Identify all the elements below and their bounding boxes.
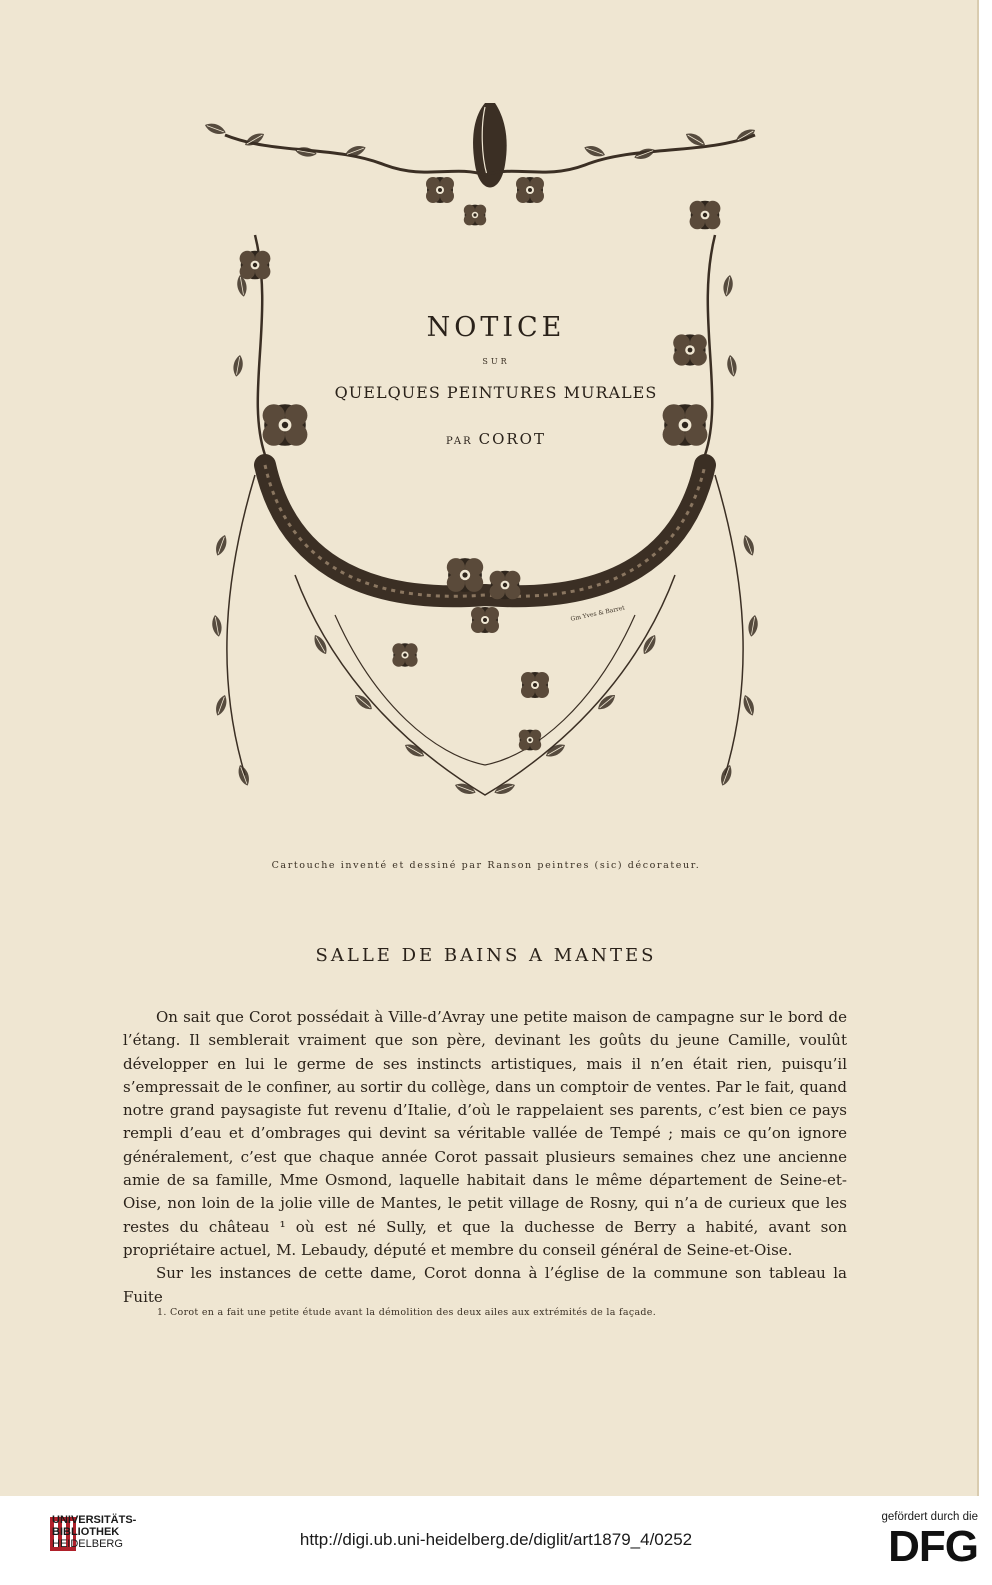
garland-drawing — [185, 95, 795, 845]
author-line — [0, 430, 992, 448]
funding-note: gefördert durch die — [881, 1511, 978, 1523]
footnote: 1. Corot en a fait une petite étude avant la démolition des deux ailes aux extrémités de la façade. — [157, 1307, 657, 1318]
author-prefix: PAR — [446, 436, 473, 447]
dfg-logo: DFG — [888, 1522, 978, 1571]
engraver-signature: Gm Yves & Barret — [570, 604, 626, 623]
body-text — [123, 1006, 847, 1309]
title-conjunction: SUR — [482, 357, 510, 366]
page-title: NOTICE — [426, 312, 566, 343]
floral-cartouche-illustration — [185, 95, 795, 845]
library-name-line: UNIVERSITÄTS- — [52, 1514, 137, 1526]
section-heading: SALLE DE BAINS A MANTES — [315, 945, 657, 966]
author-name: COROT — [478, 430, 546, 448]
paragraph: Sur les instances de cette dame, Corot donna à l’église de la commune son tableau la Fuite — [123, 1264, 847, 1306]
document-url[interactable]: http://digi.ub.uni-heidelberg.de/diglit/art1879_4/0252 — [299, 1530, 693, 1549]
library-name-line: BIBLIOTHEK — [52, 1526, 120, 1538]
illustration-caption: Cartouche inventé et dessiné par Ranson peintres (sic) décorateur. — [271, 860, 701, 871]
page-subtitle: QUELQUES PEINTURES MURALES — [334, 383, 658, 402]
library-name-line: HEIDELBERG — [52, 1538, 123, 1550]
paragraph: On sait que Corot possédait à Ville-d’Avray une petite maison de campagne sur le bord de l’étang. Il semblerait vraiment que son père, devinant les goûts du jeune Camille, voulût développer en lui le germe de ses instincts artistiques, mais il n’en était rien, puisqu’il s’empressait de le confiner, au sortir du collège, dans un comptoir de ventes. Par le fait, quand notre grand paysagiste fut revenu d’Italie, d’où le rappelaient ses parents, c’est bien ce pays rempli d’eau et d’ombrages qui devint sa véritable vallée de Tempé ; mais ce qu’on ignore généralement, c’est que chaque année Corot passait plusieurs semaines chez une ancienne amie de sa famille, Mme Osmond, laquelle habitait dans le même département de Seine-et-Oise, non loin de la jolie ville de Mantes, le petit village de Rosny, qui n’a de curieux que les restes du château ¹ où est né Sully, et que la duchesse de Berry a habité, avant son propriétaire actuel, M. Lebaudy, député et membre du conseil général de Seine-et-Oise. — [123, 1008, 847, 1259]
